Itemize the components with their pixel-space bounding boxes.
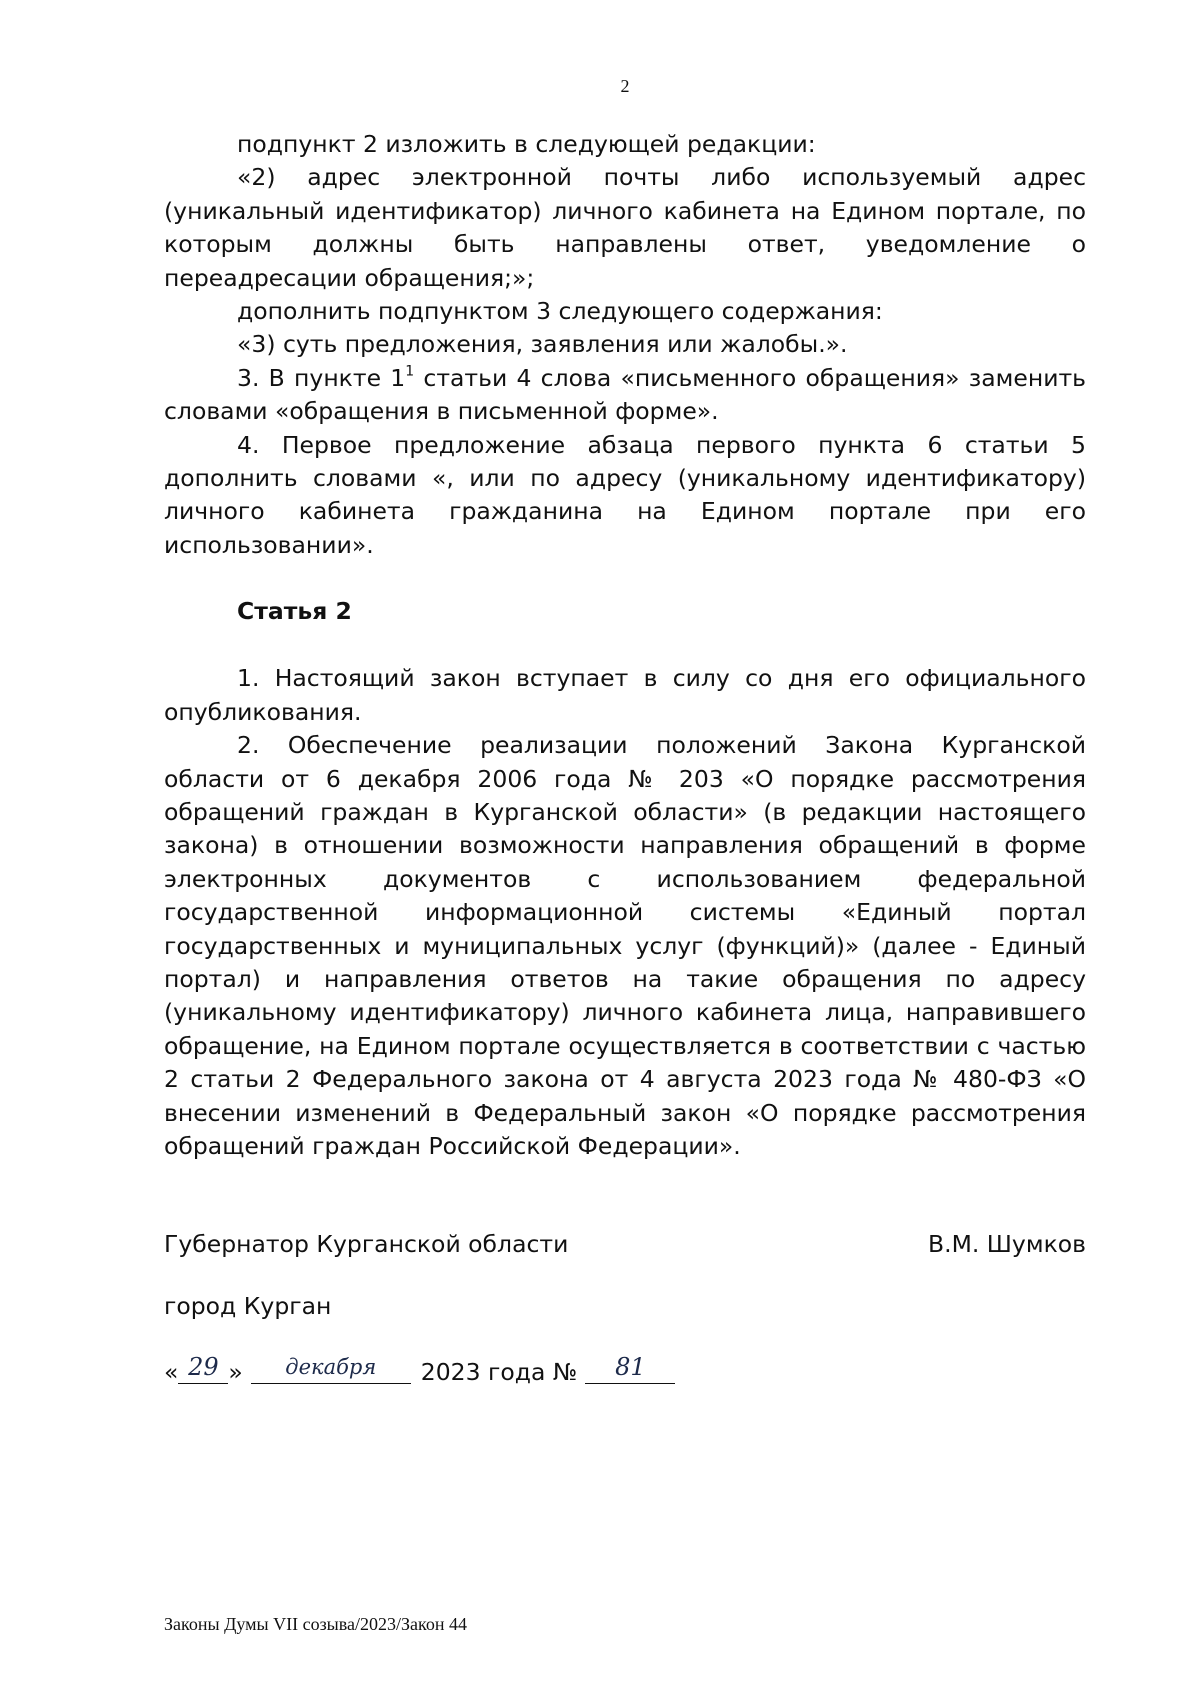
date-open-quote: « (164, 1358, 179, 1386)
paragraph-subpoint-2-text: «2) адрес электронной почты либо используемый адрес (уникальный идентификатор) личного кабинета на Едином портале, по которым должны быть направлены ответ, уведомление о переадресации обращения;»; (164, 163, 1086, 292)
date-close-quote: » (228, 1358, 243, 1386)
item-3-before: 3. В пункте 1 (237, 363, 406, 392)
article-2-item-1: 1. Настоящий закон вступает в силу со дня его официального опубликования. (164, 664, 1086, 726)
handwritten-month: декабря (251, 1353, 411, 1384)
page-number: 2 (620, 76, 630, 96)
paragraph-subpoint-2-intro: подпункт 2 изложить в следующей редакции: (237, 130, 816, 158)
paragraph-subpoint-3-intro: дополнить подпунктом 3 следующего содержания: (237, 297, 883, 326)
year-number-label: 2023 года № (420, 1358, 578, 1386)
item-3-superscript: 1 (405, 363, 415, 380)
article-2-heading: Статья 2 (237, 597, 352, 626)
article-2-item-2: 2. Обеспечение реализации положений Закона Курганской области от 6 декабря 2006 года № 203 «О порядке рассмотрения обращений граждан в Курганской области» (в редакции настоящего закона) в отношении возможности направления обращений в форме электронных документов с использованием федеральной государственной информационной системы «Единый портал государственных и муниципальных услуг (функций)» (далее - Единый портал) и направления ответов на такие обращения по адресу (уникальному идентификатору) личного кабинета лица, направившего обращение, на Едином портале осуществляется в соответствии с частью 2 статьи 2 Федерального закона от 4 августа 2023 года № 480-ФЗ «О внесении изменений в Федеральный закон «О порядке рассмотрения обращений граждан Российской Федерации». (164, 731, 1086, 1160)
handwritten-law-number: 81 (585, 1353, 675, 1384)
paragraph-item-4: 4. Первое предложение абзаца первого пункта 6 статьи 5 дополнить словами «, или по адресу (уникальному идентификатору) личного кабинета гражданина на Едином портале при его использовании». (164, 430, 1086, 559)
footer-reference: Законы Думы VII созыва/2023/Закон 44 (164, 1614, 467, 1634)
date-line (164, 1355, 675, 1386)
paragraph-item-3 (164, 362, 1086, 429)
signature-title: Губернатор Курганской области (164, 1230, 569, 1258)
paragraph-subpoint-3-text: «3) суть предложения, заявления или жалобы.». (237, 330, 848, 359)
signature-block (164, 1230, 1086, 1258)
city-line: город Курган (164, 1292, 332, 1320)
handwritten-day: 29 (178, 1353, 228, 1384)
signature-name: В.М. Шумков (928, 1230, 1086, 1258)
document-body (164, 128, 1086, 1163)
item-3-after: статьи 4 слова «письменного обращения» заменить словами «обращения в письменной форме». (164, 363, 1086, 426)
